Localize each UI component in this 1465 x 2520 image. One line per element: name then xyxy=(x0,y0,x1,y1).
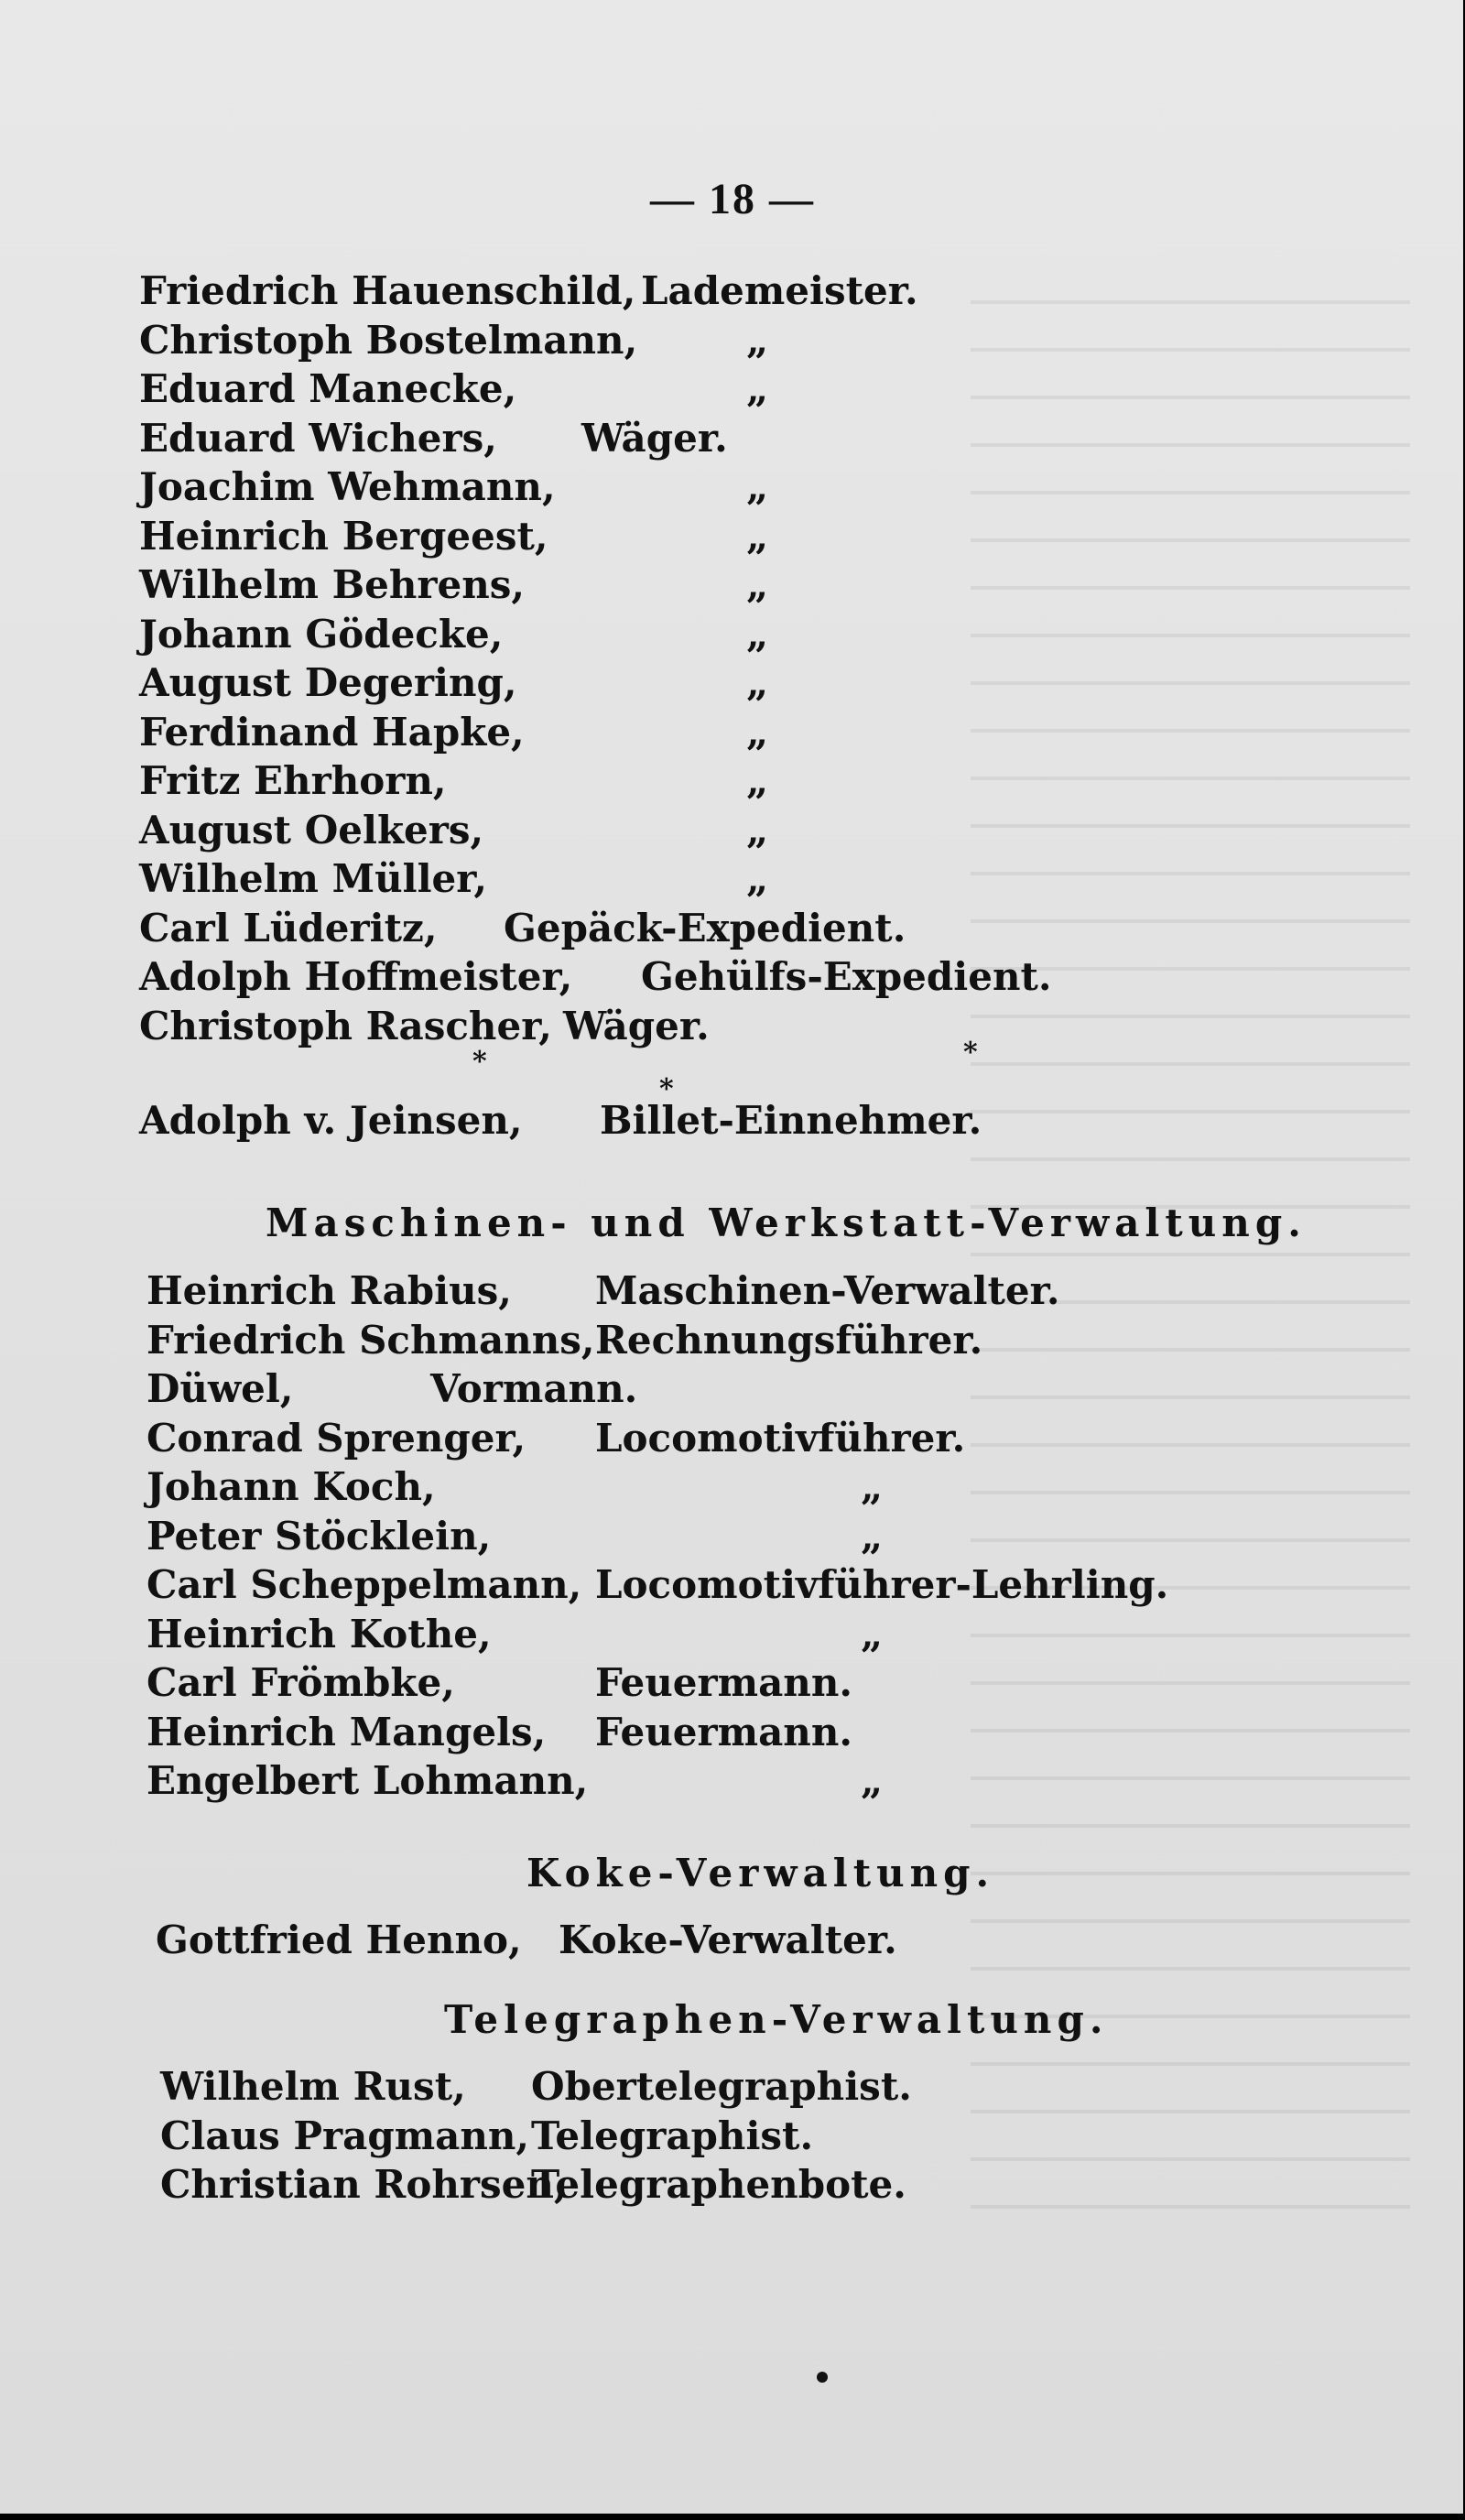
staff-name: Joachim Wehmann, xyxy=(139,464,556,509)
staff-name: Friedrich Hauenschild, xyxy=(139,268,636,313)
staff-role: Feuermann. xyxy=(595,1660,852,1705)
section-heading: Koke-Verwaltung. xyxy=(526,1851,995,1895)
staff-entry xyxy=(0,709,1463,756)
staff-entry xyxy=(0,1317,1463,1364)
ditto-mark: „ xyxy=(746,808,769,853)
ditto-mark: „ xyxy=(746,562,769,607)
staff-name: Eduard Manecke, xyxy=(139,366,517,411)
staff-name: Wilhelm Behrens, xyxy=(139,562,526,607)
staff-entry xyxy=(0,757,1463,805)
staff-name: Eduard Wichers, xyxy=(139,416,497,461)
section-heading: Telegraphen-Verwaltung. xyxy=(444,1997,1109,2042)
staff-entry xyxy=(0,267,1463,315)
staff-name: Engelbert Lohmann, xyxy=(146,1758,589,1803)
separator-mark: * xyxy=(963,1037,978,1069)
staff-entry xyxy=(0,1917,1463,1964)
staff-entry xyxy=(0,1463,1463,1511)
staff-entry xyxy=(0,513,1463,560)
ditto-mark: „ xyxy=(746,318,769,363)
ditto-mark: „ xyxy=(746,612,769,657)
staff-role: Rechnungsführer. xyxy=(595,1318,983,1363)
staff-name: Wilhelm Rust, xyxy=(160,2064,466,2109)
staff-name: Adolph Hoffmeister, xyxy=(139,954,573,999)
staff-role: Telegraphenbote. xyxy=(531,2162,906,2207)
staff-entry xyxy=(0,1415,1463,1462)
staff-entry xyxy=(0,1757,1463,1805)
staff-name: Conrad Sprenger, xyxy=(146,1416,526,1461)
staff-name: Heinrich Rabius, xyxy=(146,1268,512,1313)
staff-name: Heinrich Kothe, xyxy=(146,1612,492,1656)
staff-entry xyxy=(0,2161,1463,2209)
staff-entry xyxy=(0,1267,1463,1315)
ink-dot xyxy=(817,2372,828,2383)
staff-role: Locomotivführer. xyxy=(595,1416,966,1461)
staff-role: Koke-Verwalter. xyxy=(559,1917,897,1962)
staff-name: Carl Lüderitz, xyxy=(139,906,438,950)
staff-name: Carl Frömbke, xyxy=(146,1660,455,1705)
staff-entry xyxy=(0,905,1463,952)
staff-name: Fritz Ehrhorn, xyxy=(139,758,447,803)
staff-entry xyxy=(0,953,1463,1001)
staff-name: Claus Pragmann, xyxy=(160,2113,530,2158)
staff-name: Heinrich Bergeest, xyxy=(139,514,548,559)
staff-entry xyxy=(0,1709,1463,1756)
staff-entry xyxy=(0,659,1463,707)
ditto-mark: „ xyxy=(746,514,769,559)
staff-name: Johann Koch, xyxy=(146,1464,436,1509)
staff-name: Friedrich Schmanns, xyxy=(146,1318,595,1363)
staff-name: Heinrich Mangels, xyxy=(146,1710,547,1754)
staff-entry xyxy=(0,2113,1463,2160)
ditto-mark: „ xyxy=(746,710,769,755)
staff-entry xyxy=(0,1659,1463,1707)
staff-entry xyxy=(0,1365,1463,1413)
staff-name: August Oelkers, xyxy=(139,808,484,853)
ditto-mark: „ xyxy=(746,856,769,901)
staff-role: Gehülfs-Expedient. xyxy=(641,954,1052,999)
staff-entry xyxy=(0,1513,1463,1560)
staff-name: Adolph v. Jeinsen, xyxy=(139,1098,523,1143)
staff-entry xyxy=(0,365,1463,413)
staff-role: Telegraphist. xyxy=(531,2113,814,2158)
staff-entry xyxy=(0,463,1463,511)
staff-role: Locomotivführer-Lehrling. xyxy=(595,1562,1169,1607)
staff-role: Feuermann. xyxy=(595,1710,852,1754)
staff-name: Carl Scheppelmann, xyxy=(146,1562,582,1607)
staff-entry xyxy=(0,1003,1463,1050)
staff-entry xyxy=(0,1097,1463,1145)
staff-role: Wäger. xyxy=(581,416,728,461)
staff-name: Ferdinand Hapke, xyxy=(139,710,525,755)
ditto-mark: „ xyxy=(861,1464,884,1509)
staff-name: Johann Gödecke, xyxy=(139,612,504,657)
staff-role: Vormann. xyxy=(430,1366,638,1411)
staff-role: Billet-Einnehmer. xyxy=(600,1098,982,1143)
ditto-mark: „ xyxy=(861,1612,884,1656)
staff-name: Gottfried Henno, xyxy=(156,1917,522,1962)
staff-role: Lademeister. xyxy=(641,268,918,313)
staff-entry xyxy=(0,2063,1463,2111)
staff-name: Peter Stöcklein, xyxy=(146,1514,492,1559)
staff-role: Wäger. xyxy=(563,1004,710,1048)
page-number: — 18 — xyxy=(650,175,815,223)
ditto-mark: „ xyxy=(861,1514,884,1559)
staff-entry xyxy=(0,807,1463,854)
ditto-mark: „ xyxy=(746,660,769,705)
separator-mark: * xyxy=(659,1073,674,1105)
staff-entry xyxy=(0,1611,1463,1658)
ditto-mark: „ xyxy=(746,366,769,411)
staff-entry xyxy=(0,855,1463,903)
staff-name: Christian Rohrsen, xyxy=(160,2162,568,2207)
staff-name: August Degering, xyxy=(139,660,517,705)
section-heading: Maschinen- und Werkstatt-Verwaltung. xyxy=(266,1200,1307,1245)
staff-role: Obertelegraphist. xyxy=(531,2064,912,2109)
ditto-mark: „ xyxy=(861,1758,884,1803)
staff-entry xyxy=(0,1561,1463,1609)
staff-entry xyxy=(0,317,1463,364)
ditto-mark: „ xyxy=(746,758,769,803)
staff-entry xyxy=(0,561,1463,609)
staff-entry xyxy=(0,611,1463,658)
staff-name: Düwel, xyxy=(146,1366,294,1411)
separator-mark: * xyxy=(472,1046,487,1078)
staff-role: Gepäck-Expedient. xyxy=(504,906,906,950)
staff-role: Maschinen-Verwalter. xyxy=(595,1268,1060,1313)
ditto-mark: „ xyxy=(746,464,769,509)
staff-entry xyxy=(0,415,1463,462)
staff-name: Wilhelm Müller, xyxy=(139,856,487,901)
staff-name: Christoph Rascher, xyxy=(139,1004,552,1048)
staff-name: Christoph Bostelmann, xyxy=(139,318,638,363)
